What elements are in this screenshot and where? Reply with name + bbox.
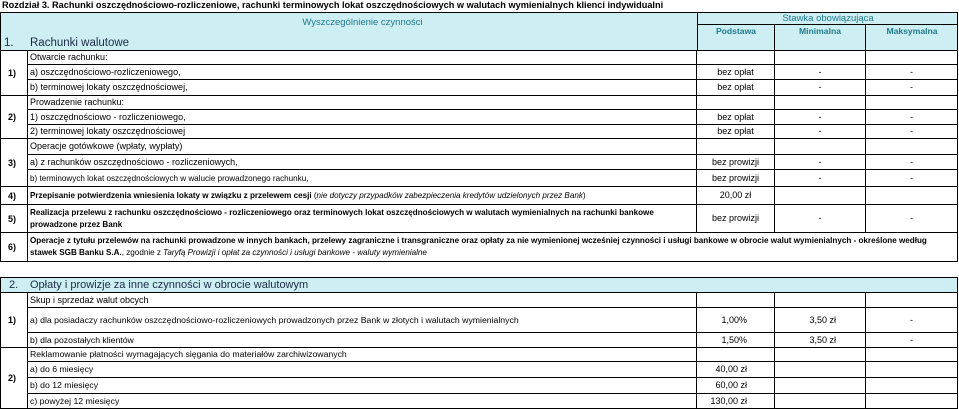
rate-max	[866, 96, 958, 110]
group-label: Prowadzenie rachunku:	[28, 96, 697, 110]
section-number: 2.	[9, 279, 19, 291]
row-description	[28, 205, 697, 233]
rate-base: bez opłat	[697, 65, 775, 80]
rate-min: -	[775, 170, 866, 187]
rate-max: -	[866, 308, 958, 333]
section-2-header	[0, 277, 958, 293]
rate-min: 3,50 zł	[775, 333, 866, 348]
group-row	[0, 139, 958, 155]
rate-min: -	[775, 80, 866, 96]
row-number: 2)	[0, 96, 28, 139]
table-row	[0, 308, 958, 333]
rate-base: bez prowizji	[697, 170, 775, 187]
rate-min: -	[775, 205, 866, 233]
row-number: 1)	[0, 51, 28, 96]
section-title: Opłaty i prowizje za inne czynności w obrocie walutowym	[30, 279, 309, 291]
rate-max: -	[866, 80, 958, 96]
rate-min	[775, 187, 866, 205]
rate-base: 60,00 zł	[697, 378, 775, 394]
row-number: 5)	[0, 205, 28, 233]
rate-max: -	[866, 110, 958, 125]
description-plain: , zgodnie z	[121, 248, 164, 257]
page-title: Rozdział 3. Rachunki oszczędnościowo-rozliczeniowe, rachunki terminowych lokat oszczędnościowych w walutach wymienialnych klienci indywidualni	[2, 0, 664, 10]
table-row	[0, 110, 958, 125]
rate-base	[697, 348, 775, 362]
table-row	[0, 65, 958, 80]
rate-min: -	[775, 110, 866, 125]
column-header-minimum: Minimalna	[775, 25, 866, 50]
row-description-text	[30, 235, 955, 259]
group-label: Reklamowanie płatności wymagających sięgania do materiałów zarchiwizowanych	[28, 348, 697, 362]
row-description: b) terminowych lokat oszczędnościowych w walucie prowadzonego rachunku,	[28, 170, 697, 187]
row-number: 3)	[0, 139, 28, 187]
rate-min: 3,50 zł	[775, 308, 866, 333]
rate-base	[697, 96, 775, 110]
row-description-text	[30, 190, 696, 202]
rate-min	[775, 348, 866, 362]
rate-min	[775, 139, 866, 155]
row-description: b) do 12 miesięcy	[28, 378, 697, 394]
table-row	[0, 205, 958, 233]
group-label: Otwarcie rachunku:	[28, 51, 697, 65]
rate-base	[697, 51, 775, 65]
rate-column-group	[697, 13, 958, 50]
column-header-description: Wyszczególnienie czynności	[302, 17, 423, 28]
row-description	[28, 233, 958, 262]
rate-base: bez prowizji	[697, 155, 775, 170]
row-number: 6)	[0, 233, 28, 262]
rate-max: -	[866, 170, 958, 187]
rate-min: -	[775, 65, 866, 80]
rate-max: -	[866, 333, 958, 348]
row-number: 2)	[0, 348, 28, 409]
description-paren-open: (	[311, 190, 317, 200]
description-bold: Operacje z tytułu przelewów na rachunki prowadzone w innych bankach, przelewy zagraniczne i transgraniczne oraz opłaty za nie wymienionej wcześniej czynności i usługi bankowe w obrocie walut wymienialnych - określone według stawek SGB Banku S.A.	[30, 236, 927, 257]
section-number: 1.	[4, 37, 14, 49]
rate-min: -	[775, 125, 866, 139]
table-row	[0, 80, 958, 96]
rate-max	[866, 51, 958, 65]
rate-max: -	[866, 205, 958, 233]
rate-base: 1,00%	[697, 308, 775, 333]
row-number: 4)	[0, 187, 28, 205]
table-row	[0, 187, 958, 205]
row-description: a) dla posiadaczy rachunków oszczędnościowo-rozliczeniowych prowadzonych przez Bank w złotych i walutach wymienialnych	[28, 308, 697, 333]
rate-base: bez prowizji	[697, 205, 775, 233]
table-row	[0, 394, 958, 409]
section-1-header	[0, 12, 958, 51]
rate-max	[866, 187, 958, 205]
description-bold: Przepisanie potwierdzenia wniesienia lokaty w związku z przelewem cesji	[30, 190, 312, 200]
rate-max	[866, 394, 958, 409]
rate-base: bez opłat	[697, 80, 775, 96]
table-row	[0, 333, 958, 348]
rate-min: -	[775, 155, 866, 170]
group-label: Operacje gotówkowe (wpłaty, wypłaty)	[28, 139, 697, 155]
description-paren-close: )	[582, 190, 586, 200]
rate-base: 1,50%	[697, 333, 775, 348]
row-description	[28, 187, 697, 205]
row-description-text: Realizacja przelewu z rachunku oszczędnościowo - rozliczeniowego oraz terminowych lokat oszczędnościowych w walutach wymienialnych na rachunki bankowe prowadzone przez Bank	[30, 207, 654, 229]
rate-base: 40,00 zł	[697, 362, 775, 378]
column-header-maximum: Maksymalna	[886, 26, 938, 36]
row-description: a) z rachunków oszczędnościowo - rozliczeniowych,	[28, 155, 697, 170]
rate-max	[866, 362, 958, 378]
rate-base: 20,00 zł	[697, 187, 775, 205]
row-description: c) powyżej 12 miesięcy	[28, 394, 697, 409]
rate-base: 130,00 zł	[697, 394, 775, 409]
section-title: Rachunki walutowe	[30, 37, 130, 49]
group-row	[0, 293, 958, 308]
rate-max: -	[866, 125, 958, 139]
table-row	[0, 362, 958, 378]
row-description: a) oszczędnościowo-rozliczeniowego,	[28, 65, 697, 80]
table-row	[0, 155, 958, 170]
row-description: b) terminowej lokaty oszczędnościowej,	[28, 80, 697, 96]
rate-min	[775, 362, 866, 378]
rate-base: bez opłat	[697, 125, 775, 139]
table-row	[0, 233, 958, 262]
rate-base: bez opłat	[697, 110, 775, 125]
rate-max	[866, 139, 958, 155]
rate-max	[866, 348, 958, 362]
description-italic: nie dotyczy przypadków zabezpieczenia kredytów udzielonych przez Bank	[316, 190, 583, 200]
row-description: 2) terminowej lokaty oszczędnościowej	[28, 125, 697, 139]
rate-max	[866, 378, 958, 394]
column-header-base: Podstawa	[698, 25, 775, 50]
row-description: 1) oszczędnościowo - rozliczeniowego,	[28, 110, 697, 125]
description-italic: Taryfą Prowizji i opłat za czynności i usługi bankowe - waluty wymienialne	[163, 248, 427, 257]
column-header-rate: Stawka obowiązująca	[698, 13, 958, 25]
row-description: a) do 6 miesięcy	[28, 362, 697, 378]
rate-base	[697, 293, 775, 308]
table-row	[0, 378, 958, 394]
rate-min	[775, 293, 866, 308]
group-row	[0, 96, 958, 110]
rate-min	[775, 378, 866, 394]
group-row	[0, 51, 958, 65]
table-row	[0, 125, 958, 139]
row-number: 1)	[0, 293, 28, 348]
rate-min	[775, 96, 866, 110]
group-label: Skup i sprzedaż walut obcych	[28, 293, 697, 308]
group-row	[0, 348, 958, 362]
rate-max: -	[866, 65, 958, 80]
rate-base	[697, 139, 775, 155]
rate-max: -	[866, 155, 958, 170]
row-description: b) dla pozostałych klientów	[28, 333, 697, 348]
rate-min	[775, 394, 866, 409]
rate-max	[866, 293, 958, 308]
table-row	[0, 170, 958, 187]
rate-min	[775, 51, 866, 65]
